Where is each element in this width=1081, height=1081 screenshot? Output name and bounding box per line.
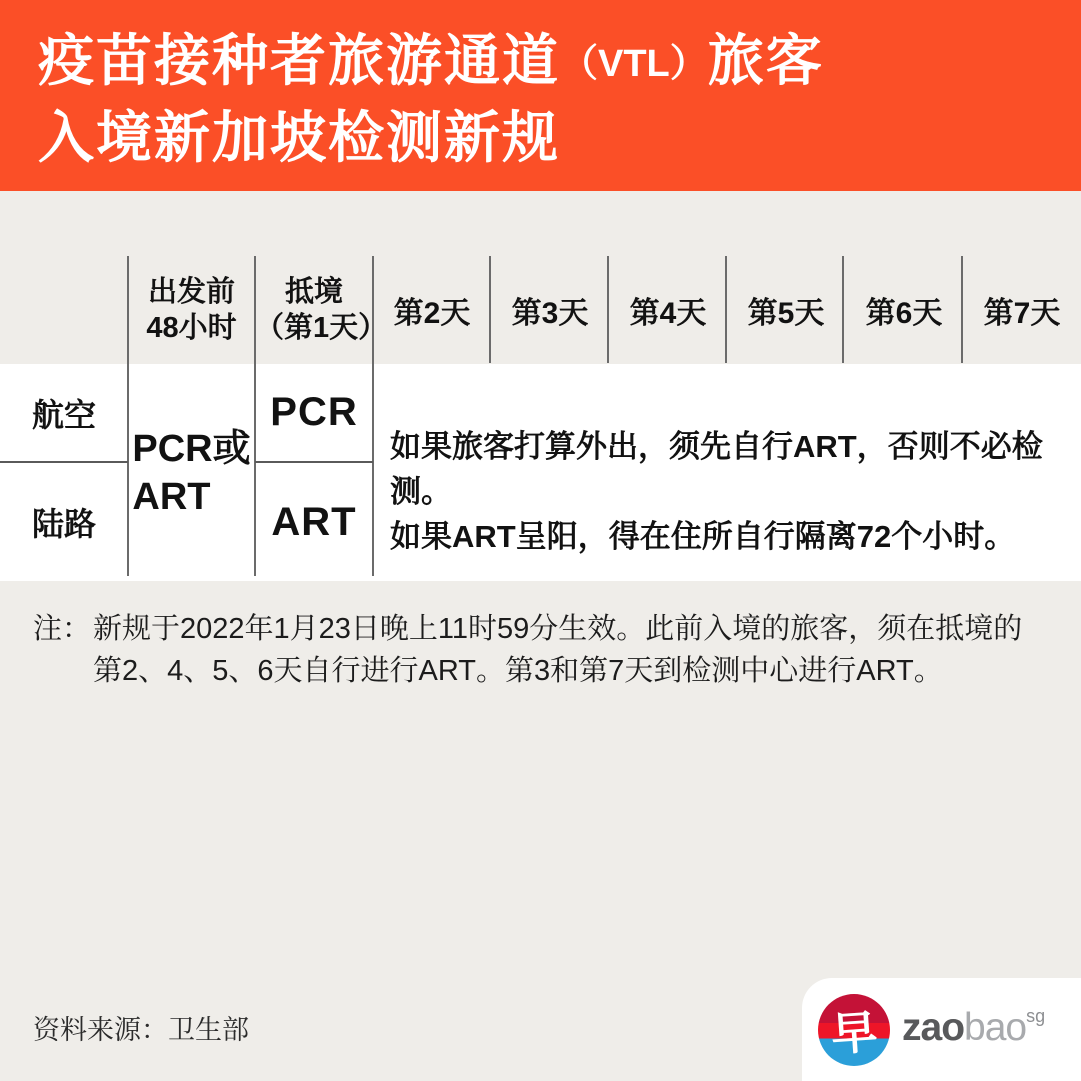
- zaobao-wordmark-sg: sg: [1026, 1005, 1046, 1026]
- column-header-day5: 第5天: [747, 297, 825, 330]
- page-title: [38, 26, 824, 173]
- cell-predeparture-test: [128, 364, 255, 581]
- column-header-predeparture-line2: 48小时: [146, 312, 237, 344]
- column-header-predeparture-line1: 出发前: [147, 276, 235, 308]
- row-label-air: 航空: [31, 396, 96, 433]
- column-header-day3: 第3天: [511, 297, 589, 330]
- title-line1-tail: 旅客: [707, 29, 824, 92]
- column-header-day2: 第2天: [393, 297, 471, 330]
- zaobao-wordmark: [902, 1006, 1045, 1050]
- cell-predeparture-test-line2: ART: [132, 475, 211, 518]
- data-source-label: 资料来源：卫生部: [33, 1015, 249, 1045]
- footnote-line1: 新规于2022年1月23日晚上11时59分生效。此前入境的旅客，须在抵境的: [93, 613, 1023, 645]
- cell-predeparture-test-line1: PCR或: [132, 427, 251, 470]
- column-header-day6: 第6天: [865, 297, 943, 330]
- page-title-line2: 入境新加坡检测新规: [38, 106, 560, 169]
- column-header-day7: 第7天: [983, 297, 1061, 330]
- footnote: [33, 608, 1022, 692]
- column-header-arrival-line1: 抵境: [284, 276, 343, 308]
- column-header-arrival-line2: （第1天）: [255, 312, 388, 344]
- page-title-line1: [38, 26, 824, 103]
- cell-days-instructions-line2: 如果ART呈阳，得在住所自行隔离72个小时。: [390, 519, 1016, 554]
- cell-days-instructions: [390, 424, 1075, 559]
- column-header-predeparture: [128, 256, 255, 364]
- zaobao-logo-icon: [818, 994, 890, 1066]
- footnote-prefix: 注：: [33, 613, 92, 645]
- cell-arrival-land-test: ART: [271, 499, 357, 544]
- row-label-land: 陆路: [31, 506, 96, 542]
- zaobao-logo-card: [802, 978, 1081, 1081]
- zaobao-wordmark-zao: zao: [902, 1005, 965, 1049]
- title-line1-vtl: （VTL）: [560, 43, 708, 85]
- zaobao-wordmark-bao: bao: [964, 1005, 1027, 1049]
- column-header-day4: 第4天: [629, 297, 707, 330]
- cell-arrival-air-test: PCR: [270, 390, 358, 434]
- column-header-arrival: [255, 256, 388, 364]
- footnote-body: [93, 608, 1022, 692]
- title-line1-main: 疫苗接种者旅游通道: [38, 29, 560, 92]
- footnote-line2: 第2、4、5、6天自行进行ART。第3和第7天到检测中心进行ART。: [93, 655, 943, 687]
- zaobao-zao-character: 早: [829, 1004, 880, 1062]
- day-column-headers: [373, 256, 1081, 364]
- cell-days-instructions-line1: 如果旅客打算外出，须先自行ART，否则不必检测。: [390, 429, 1043, 509]
- header-banner: [0, 0, 1081, 191]
